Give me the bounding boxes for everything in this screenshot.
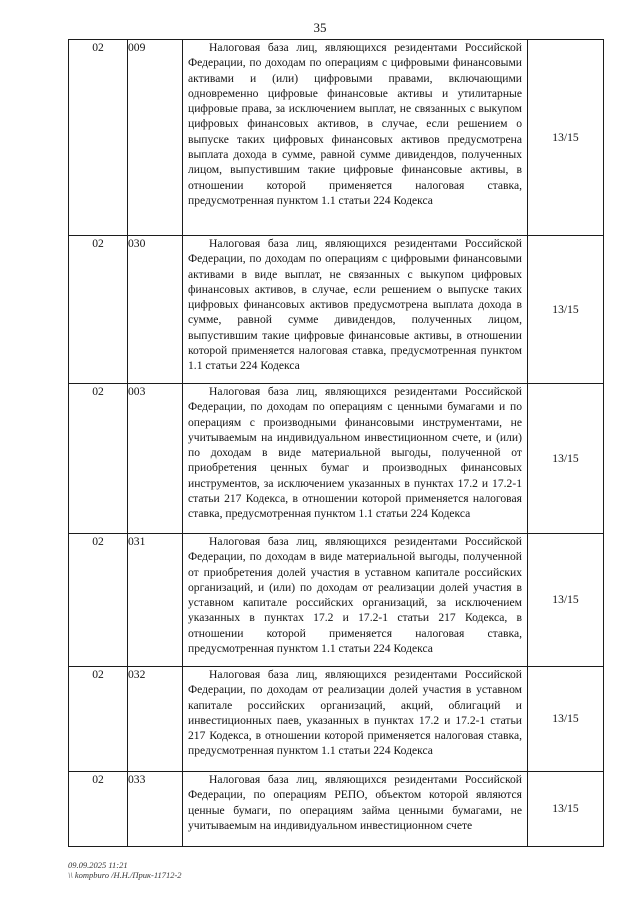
cell-item-code: 033 <box>128 772 183 847</box>
cell-section-code: 02 <box>69 40 128 236</box>
description-text: Налоговая база лиц, являющихся резидентами Российской Федерации, по операциям РЕПО, объектом которой являются ценные бумаги, по операциям займа ценными бумагами, не учитываемым на индивидуальном инвестиционном счете <box>188 773 522 832</box>
table-row <box>69 40 604 236</box>
cell-rate: 13/15 <box>528 667 604 772</box>
cell-rate: 13/15 <box>528 772 604 847</box>
cell-section-code: 02 <box>69 534 128 667</box>
cell-rate: 13/15 <box>528 384 604 534</box>
cell-item-code: 031 <box>128 534 183 667</box>
table-row <box>69 236 604 384</box>
cell-item-code: 030 <box>128 236 183 384</box>
footer-file-path: \\ kompburo /Н.Н./Прик-11712-2 <box>68 870 182 880</box>
cell-rate: 13/15 <box>528 534 604 667</box>
cell-description <box>183 667 528 772</box>
description-text: Налоговая база лиц, являющихся резидентами Российской Федерации, по доходам от реализации долей участия в уставном капитале российских организаций, акций, облигаций и инвестиционных паев, указанных в пунктах 17.2 и 17.2-1 статьи 217 Кодекса, в отношении которой применяется налоговая ставка, предусмотренная пунктом 1.1 статьи 224 Кодекса <box>188 668 522 758</box>
cell-description <box>183 384 528 534</box>
description-text: Налоговая база лиц, являющихся резидентами Российской Федерации, по доходам по операциям с цифровыми финансовыми активами и (или) цифровыми правами, включающими одновременно цифровые финансовые активы и утилитарные цифровые права, за исключением выплат, не связанных с выкупом цифровых финансовых активов, в случае, если решением о выпуске таких цифровых финансовых активов предусмотрена выплата дохода в сумме, равной сумме дивидендов, полученных лицом, выпустившим такие цифровые финансовые активы, в отношении которой применяется налоговая ставка, предусмотренная пунктом 1.1 статьи 224 Кодекса <box>188 41 522 207</box>
cell-item-code: 009 <box>128 40 183 236</box>
cell-section-code: 02 <box>69 667 128 772</box>
table-row <box>69 772 604 847</box>
cell-section-code: 02 <box>69 384 128 534</box>
table-row <box>69 384 604 534</box>
footer-date: 09.09.2025 11:21 <box>68 860 128 870</box>
cell-description <box>183 772 528 847</box>
footer-stamp <box>68 860 182 880</box>
description-text: Налоговая база лиц, являющихся резидентами Российской Федерации, по доходам по операциям с ценными бумагами и по операциям с производными финансовыми инструментами, не учитываемым на индивидуальном инвестиционном счете, и (или) по доходам в виде материальной выгоды, полученной от приобретения ценных бумаг и производных финансовых инструментов, за исключением указанных в пунктах 17.2 и 17.2-1 статьи 217 Кодекса, в отношении которой применяется налоговая ставка, предусмотренная пунктом 1.1 статьи 224 Кодекса <box>188 385 522 521</box>
cell-item-code: 032 <box>128 667 183 772</box>
page-number: 35 <box>313 20 327 35</box>
cell-description <box>183 40 528 236</box>
cell-rate: 13/15 <box>528 236 604 384</box>
cell-item-code: 003 <box>128 384 183 534</box>
description-text: Налоговая база лиц, являющихся резидентами Российской Федерации, по доходам по операциям с цифровыми финансовыми активами в виде выплат, не связанных с выкупом цифровых финансовых активов, в случае, если решением о выпуске таких цифровых финансовых активов предусмотрена выплата дохода в сумме, равной сумме дивидендов, полученных лицом, выпустившим такие цифровые финансовые активы, в отношении которой применяется налоговая ставка, предусмотренная пунктом 1.1 статьи 224 Кодекса <box>188 237 522 373</box>
cell-description <box>183 236 528 384</box>
table-row <box>69 667 604 772</box>
cell-description <box>183 534 528 667</box>
table-row <box>69 534 604 667</box>
codes-table <box>68 39 604 847</box>
cell-section-code: 02 <box>69 772 128 847</box>
cell-section-code: 02 <box>69 236 128 384</box>
cell-rate: 13/15 <box>528 40 604 236</box>
description-text: Налоговая база лиц, являющихся резидентами Российской Федерации, по доходам в виде материальной выгоды, полученной от приобретения долей участия в уставном капитале российских организаций, и (или) по доходам от реализации долей участия в уставном капитале российских организаций, за исключением указанных в пунктах 17.2 и 17.2-1 статьи 217 Кодекса, в отношении которой применяется налоговая ставка, предусмотренная пунктом 1.1 статьи 224 Кодекса <box>188 535 522 656</box>
